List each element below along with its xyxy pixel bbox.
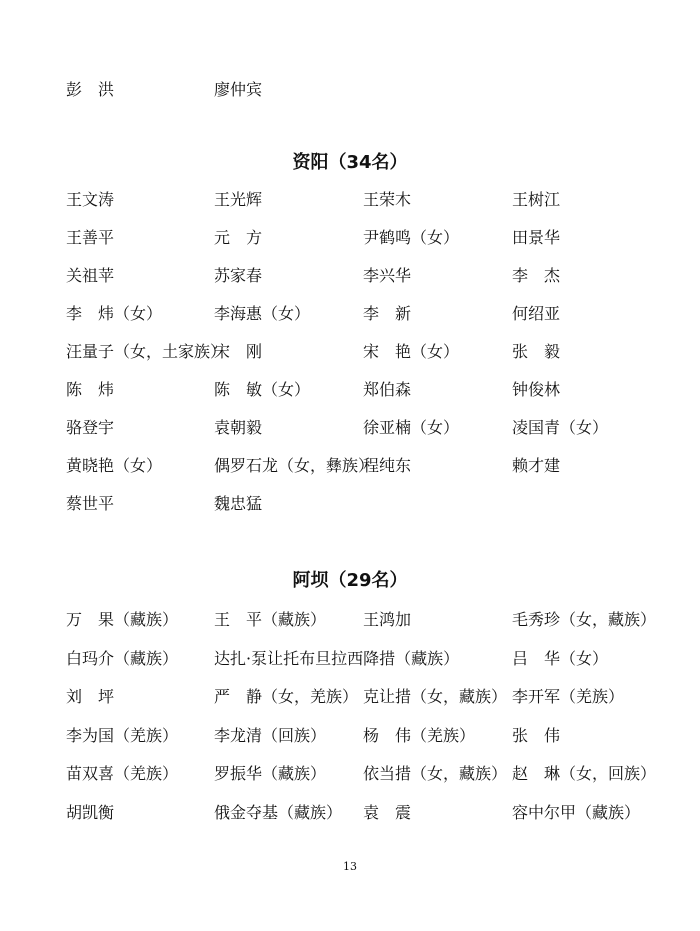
person-name: 徐亚楠（女） <box>363 418 460 437</box>
person-name: 李龙清（回族） <box>214 725 327 745</box>
person-name: 尹鹤鸣（女） <box>363 228 460 247</box>
person-name: 李 杰 <box>512 266 561 285</box>
person-name: 赵 琳（女，回族） <box>512 764 657 783</box>
person-name: 廖仲宾 <box>214 80 263 99</box>
person-name: 王文涛 <box>66 190 115 209</box>
person-name: 陈 敏（女） <box>214 380 311 399</box>
person-name: 凌国青（女） <box>512 418 609 437</box>
person-name: 李兴华 <box>363 266 412 285</box>
person-name: 李海惠（女） <box>214 304 311 323</box>
person-name: 蔡世平 <box>66 494 115 513</box>
section-title-ziyang: 资阳（34名） <box>292 152 408 173</box>
name-row <box>0 452 700 480</box>
person-name: 李为国（羌族） <box>66 725 179 745</box>
name-row <box>0 760 700 788</box>
person-name: 陈 炜 <box>66 380 115 399</box>
person-name: 严 静（女，羌族） <box>214 687 359 706</box>
name-row <box>0 300 700 328</box>
person-name: 宋 艳（女） <box>363 342 460 361</box>
person-name: 郑伯森 <box>363 380 412 399</box>
name-row <box>0 76 700 104</box>
person-name: 王鸿加 <box>363 610 412 629</box>
person-name: 胡凯衡 <box>66 802 115 822</box>
person-name: 张 伟 <box>512 725 561 745</box>
person-name: 李 新 <box>363 304 412 323</box>
person-name: 王荣木 <box>363 190 412 209</box>
person-name: 骆登宇 <box>66 418 115 437</box>
person-name: 袁 震 <box>363 802 412 822</box>
person-name: 容中尔甲（藏族） <box>512 802 641 822</box>
person-name: 元 方 <box>214 228 263 247</box>
person-name: 吕 华（女） <box>512 648 609 668</box>
name-row <box>0 606 700 634</box>
person-name: 克让措（女，藏族） <box>363 687 508 706</box>
name-row <box>0 490 700 518</box>
person-name: 苏家春 <box>214 266 263 285</box>
person-name: 俄金夺基（藏族） <box>214 802 343 822</box>
person-name: 依当措（女，藏族） <box>363 764 508 783</box>
person-name: 赖才建 <box>512 456 561 475</box>
person-name: 达扎·泵让托布旦拉西降措（藏族） <box>214 648 460 668</box>
section-title-aba: 阿坝（29名） <box>292 570 408 591</box>
person-name: 彭 洪 <box>66 80 115 99</box>
person-name: 罗振华（藏族） <box>214 764 327 783</box>
person-name: 毛秀珍（女，藏族） <box>512 610 657 629</box>
person-name: 袁朝毅 <box>214 418 263 437</box>
person-name: 张 毅 <box>512 342 561 361</box>
person-name: 关祖苹 <box>66 266 115 285</box>
name-row <box>0 224 700 252</box>
person-name: 王善平 <box>66 228 115 247</box>
name-row <box>0 414 700 442</box>
name-row <box>0 645 700 673</box>
name-row <box>0 683 700 711</box>
person-name: 王 平（藏族） <box>214 610 327 629</box>
name-row <box>0 262 700 290</box>
person-name: 李开军（羌族） <box>512 687 625 706</box>
person-name: 田景华 <box>512 228 561 247</box>
person-name: 万 果（藏族） <box>66 610 179 629</box>
name-row <box>0 376 700 404</box>
person-name: 程纯东 <box>363 456 412 475</box>
name-row <box>0 338 700 366</box>
person-name: 刘 坪 <box>66 687 115 706</box>
person-name: 宋 刚 <box>214 342 263 361</box>
person-name: 黄晓艳（女） <box>66 456 163 475</box>
person-name: 魏忠猛 <box>214 494 263 513</box>
name-row <box>0 186 700 214</box>
name-row <box>0 722 700 750</box>
person-name: 白玛介（藏族） <box>66 648 179 668</box>
person-name: 苗双喜（羌族） <box>66 764 179 783</box>
person-name: 偶罗石龙（女，彝族） <box>214 456 375 475</box>
name-row <box>0 799 700 827</box>
person-name: 钟俊林 <box>512 380 561 399</box>
person-name: 王光辉 <box>214 190 263 209</box>
person-name: 何绍亚 <box>512 304 561 323</box>
page-number: 13 <box>343 860 357 873</box>
person-name: 杨 伟（羌族） <box>363 725 476 745</box>
person-name: 汪量子（女，土家族） <box>66 342 227 361</box>
person-name: 李 炜（女） <box>66 304 163 323</box>
person-name: 王树江 <box>512 190 561 209</box>
